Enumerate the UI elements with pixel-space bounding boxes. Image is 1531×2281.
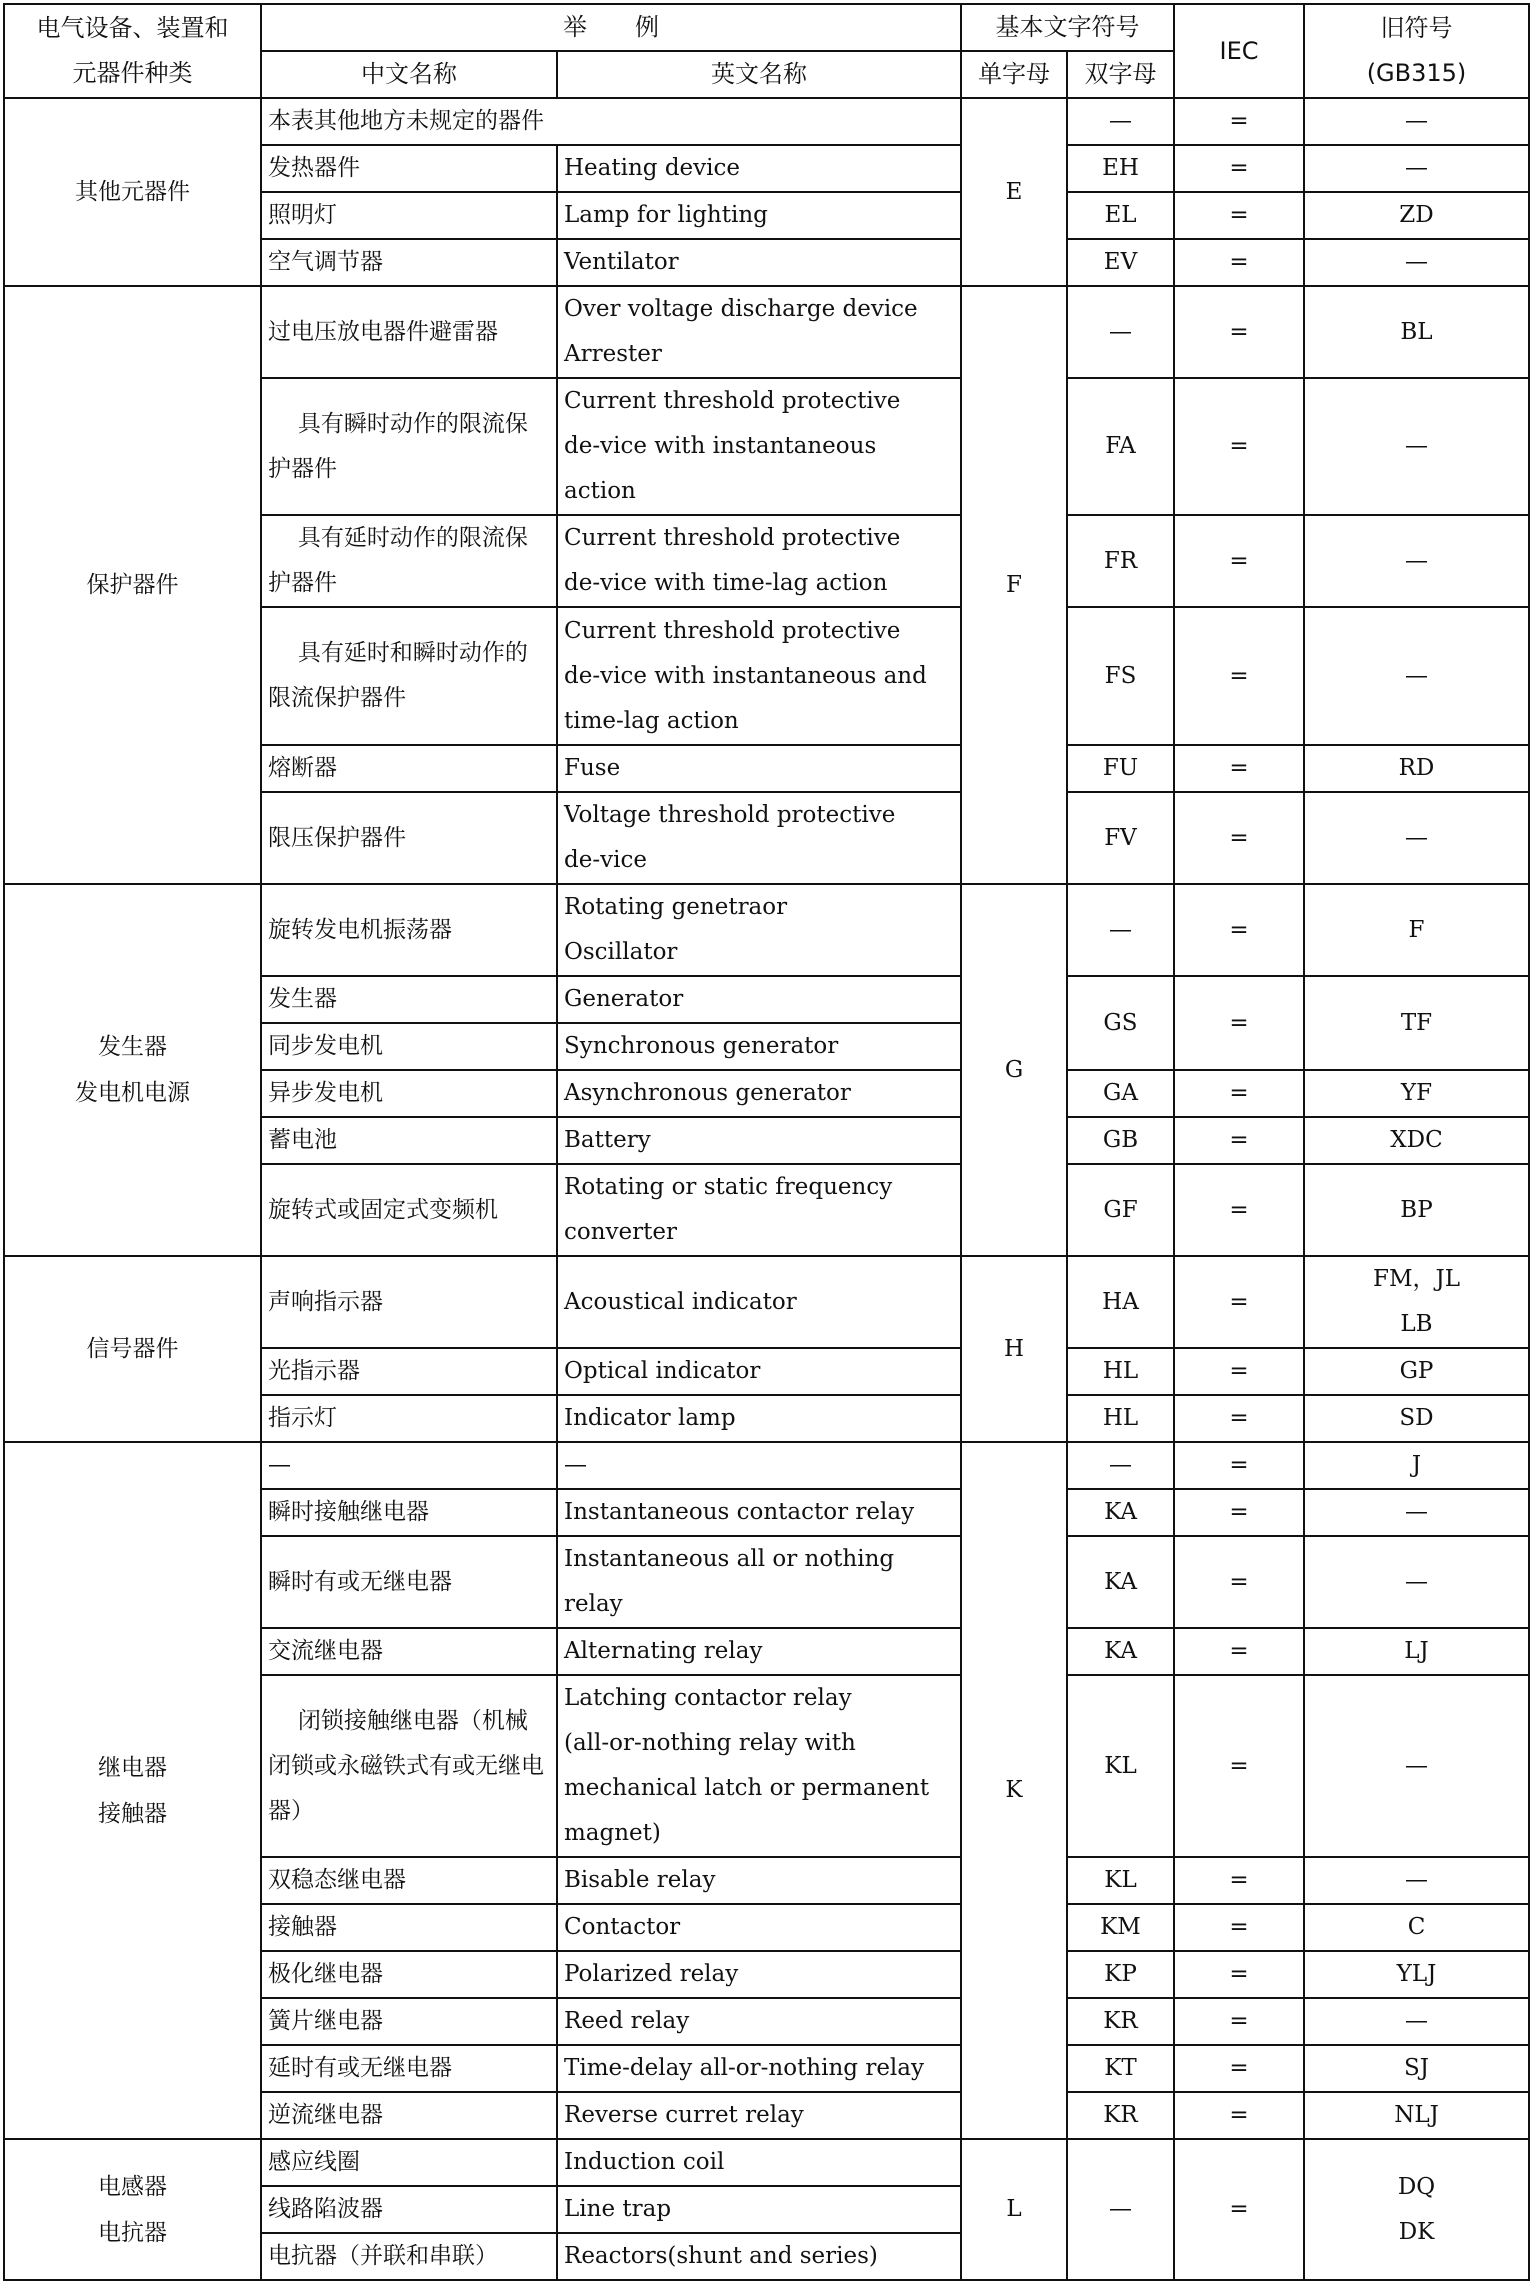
double-letter-cell: — xyxy=(1067,884,1174,976)
cn-name-cell: 旋转发电机振荡器 xyxy=(261,884,557,976)
en-name-cell: Polarized relay xyxy=(557,1951,961,1998)
cn-name-cell: 极化继电器 xyxy=(261,1951,557,1998)
old-symbol-cell: — xyxy=(1304,378,1529,515)
double-letter-cell: KR xyxy=(1067,1998,1174,2045)
cn-name-cell: 具有瞬时动作的限流保护器件 xyxy=(261,378,557,515)
iec-cell: = xyxy=(1174,1675,1304,1857)
double-letter-cell: GF xyxy=(1067,1164,1174,1256)
iec-cell: = xyxy=(1174,607,1304,745)
double-letter-cell: HL xyxy=(1067,1348,1174,1395)
iec-cell: = xyxy=(1174,2139,1304,2280)
double-letter-cell: KA xyxy=(1067,1628,1174,1675)
double-letter-cell: — xyxy=(1067,1442,1174,1489)
en-name-cell: Over voltage discharge device Arrester xyxy=(557,286,961,378)
double-letter-cell: EH xyxy=(1067,145,1174,192)
cn-name-cell: 双稳态继电器 xyxy=(261,1857,557,1904)
cn-name-cell: 照明灯 xyxy=(261,192,557,239)
old-symbol-cell: NLJ xyxy=(1304,2092,1529,2139)
iec-cell: = xyxy=(1174,745,1304,792)
category-cell: 电感器 电抗器 xyxy=(4,2139,261,2280)
header-category xyxy=(4,4,261,98)
iec-cell: = xyxy=(1174,1857,1304,1904)
old-symbol-cell: — xyxy=(1304,1536,1529,1628)
cn-name-cell: 光指示器 xyxy=(261,1348,557,1395)
double-letter-cell: KM xyxy=(1067,1904,1174,1951)
header-old-symbol xyxy=(1304,4,1529,98)
header-cn-name: 中文名称 xyxy=(261,51,557,98)
old-symbol-cell: — xyxy=(1304,98,1529,145)
double-letter-cell: FU xyxy=(1067,745,1174,792)
cn-name-cell: 发热器件 xyxy=(261,145,557,192)
iec-cell: = xyxy=(1174,98,1304,145)
header-category-line2: 元器件种类 xyxy=(72,59,193,87)
header-old-symbol-std: (GB315) xyxy=(1366,59,1467,87)
cn-name-cell: 熔断器 xyxy=(261,745,557,792)
old-symbol-cell: — xyxy=(1304,1489,1529,1536)
double-letter-cell: FV xyxy=(1067,792,1174,884)
double-letter-cell: GS xyxy=(1067,976,1174,1070)
cn-name-cell: 线路陷波器 xyxy=(261,2186,557,2233)
old-symbol-cell: GP xyxy=(1304,1348,1529,1395)
double-letter-cell: KA xyxy=(1067,1489,1174,1536)
iec-cell: = xyxy=(1174,792,1304,884)
category-cell: 保护器件 xyxy=(4,286,261,884)
old-symbol-cell: — xyxy=(1304,1998,1529,2045)
en-name-cell: Bisable relay xyxy=(557,1857,961,1904)
cn-name-cell: 延时有或无继电器 xyxy=(261,2045,557,2092)
table-row xyxy=(4,1442,1529,1489)
iec-cell: = xyxy=(1174,1164,1304,1256)
category-cell: 发生器 发电机电源 xyxy=(4,884,261,1256)
double-letter-cell: KR xyxy=(1067,2092,1174,2139)
category-cell: 信号器件 xyxy=(4,1256,261,1442)
iec-cell: = xyxy=(1174,239,1304,286)
header-single-letter: 单字母 xyxy=(961,51,1067,98)
cn-name-cell: 逆流继电器 xyxy=(261,2092,557,2139)
double-letter-cell: KA xyxy=(1067,1536,1174,1628)
cn-name-cell: 电抗器（并联和串联） xyxy=(261,2233,557,2280)
cn-name-cell: 接触器 xyxy=(261,1904,557,1951)
old-symbol-cell: XDC xyxy=(1304,1117,1529,1164)
old-symbol-cell: J xyxy=(1304,1442,1529,1489)
double-letter-cell: KP xyxy=(1067,1951,1174,1998)
en-name-cell: Indicator lamp xyxy=(557,1395,961,1442)
en-name-cell: Contactor xyxy=(557,1904,961,1951)
cn-name-cell: 本表其他地方未规定的器件 xyxy=(261,98,961,145)
single-letter-cell: G xyxy=(961,884,1067,1256)
iec-cell: = xyxy=(1174,1348,1304,1395)
en-name-cell: Current threshold protective de-vice with instantaneous action xyxy=(557,378,961,515)
cn-name-cell: 旋转式或固定式变频机 xyxy=(261,1164,557,1256)
iec-cell: = xyxy=(1174,1117,1304,1164)
table-row xyxy=(4,1256,1529,1348)
old-symbol-cell: — xyxy=(1304,239,1529,286)
cn-name-cell: 过电压放电器件避雷器 xyxy=(261,286,557,378)
double-letter-cell: FA xyxy=(1067,378,1174,515)
old-symbol-cell: — xyxy=(1304,792,1529,884)
en-name-cell: Acoustical indicator xyxy=(557,1256,961,1348)
en-name-cell: Ventilator xyxy=(557,239,961,286)
en-name-cell: Reed relay xyxy=(557,1998,961,2045)
old-symbol-cell: ZD xyxy=(1304,192,1529,239)
en-name-cell: Rotating or static frequency converter xyxy=(557,1164,961,1256)
header-old-symbol-title: 旧符号 xyxy=(1380,14,1453,42)
en-name-cell: Fuse xyxy=(557,745,961,792)
double-letter-cell: KL xyxy=(1067,1857,1174,1904)
iec-cell: = xyxy=(1174,884,1304,976)
old-symbol-cell: DQ DK xyxy=(1304,2139,1529,2280)
en-name-cell: Voltage threshold protective de-vice xyxy=(557,792,961,884)
cn-name-cell: 限压保护器件 xyxy=(261,792,557,884)
cn-name-cell: 异步发电机 xyxy=(261,1070,557,1117)
header-example: 举 例 xyxy=(261,4,961,51)
iec-cell: = xyxy=(1174,1442,1304,1489)
table-row xyxy=(4,884,1529,976)
double-letter-cell: — xyxy=(1067,2139,1174,2280)
iec-cell: = xyxy=(1174,1536,1304,1628)
header-iec: IEC xyxy=(1174,4,1304,98)
cn-name-cell: 感应线圈 xyxy=(261,2139,557,2186)
old-symbol-cell: TF xyxy=(1304,976,1529,1070)
en-name-cell: Current threshold protective de-vice with instantaneous and time-lag action xyxy=(557,607,961,745)
iec-cell: = xyxy=(1174,976,1304,1070)
cn-name-cell: 簧片继电器 xyxy=(261,1998,557,2045)
cn-name-cell: 空气调节器 xyxy=(261,239,557,286)
single-letter-cell: K xyxy=(961,1442,1067,2139)
double-letter-cell: — xyxy=(1067,98,1174,145)
cn-name-cell: 声响指示器 xyxy=(261,1256,557,1348)
iec-cell: = xyxy=(1174,1256,1304,1348)
en-name-cell: Alternating relay xyxy=(557,1628,961,1675)
header-en-name: 英文名称 xyxy=(557,51,961,98)
double-letter-cell: HL xyxy=(1067,1395,1174,1442)
en-name-cell: Optical indicator xyxy=(557,1348,961,1395)
iec-cell: = xyxy=(1174,378,1304,515)
cn-name-cell: 蓄电池 xyxy=(261,1117,557,1164)
cn-name-cell: 发生器 xyxy=(261,976,557,1023)
header-category-line1: 电气设备、装置和 xyxy=(36,14,229,42)
en-name-cell: — xyxy=(557,1442,961,1489)
double-letter-cell: KL xyxy=(1067,1675,1174,1857)
en-name-cell: Rotating genetraor Oscillator xyxy=(557,884,961,976)
cn-name-cell: — xyxy=(261,1442,557,1489)
cn-name-cell: 具有延时和瞬时动作的限流保护器件 xyxy=(261,607,557,745)
double-letter-cell: GA xyxy=(1067,1070,1174,1117)
old-symbol-cell: BL xyxy=(1304,286,1529,378)
old-symbol-cell: F xyxy=(1304,884,1529,976)
en-name-cell: Battery xyxy=(557,1117,961,1164)
single-letter-cell: H xyxy=(961,1256,1067,1442)
cn-name-cell: 闭锁接触继电器（机械闭锁或永磁铁式有或无继电器） xyxy=(261,1675,557,1857)
double-letter-cell: — xyxy=(1067,286,1174,378)
iec-cell: = xyxy=(1174,1395,1304,1442)
iec-cell: = xyxy=(1174,515,1304,607)
cn-name-cell: 具有延时动作的限流保护器件 xyxy=(261,515,557,607)
category-cell: 继电器 接触器 xyxy=(4,1442,261,2139)
en-name-cell: Heating device xyxy=(557,145,961,192)
double-letter-cell: GB xyxy=(1067,1117,1174,1164)
en-name-cell: Current threshold protective de-vice with time-lag action xyxy=(557,515,961,607)
iec-cell: = xyxy=(1174,192,1304,239)
iec-cell: = xyxy=(1174,1998,1304,2045)
double-letter-cell: FR xyxy=(1067,515,1174,607)
old-symbol-cell: — xyxy=(1304,1857,1529,1904)
cn-name-cell: 瞬时有或无继电器 xyxy=(261,1536,557,1628)
en-name-cell: Latching contactor relay (all-or-nothing relay with mechanical latch or permanent magnet) xyxy=(557,1675,961,1857)
cn-name-cell: 同步发电机 xyxy=(261,1023,557,1070)
en-name-cell: Reactors(shunt and series) xyxy=(557,2233,961,2280)
double-letter-cell: FS xyxy=(1067,607,1174,745)
single-letter-cell: E xyxy=(961,98,1067,286)
double-letter-cell: HA xyxy=(1067,1256,1174,1348)
en-name-cell: Asynchronous generator xyxy=(557,1070,961,1117)
header-basic-symbol: 基本文字符号 xyxy=(961,4,1174,51)
double-letter-cell: EV xyxy=(1067,239,1174,286)
table-row xyxy=(4,286,1529,378)
iec-cell: = xyxy=(1174,1904,1304,1951)
iec-cell: = xyxy=(1174,1628,1304,1675)
iec-cell: = xyxy=(1174,2045,1304,2092)
en-name-cell: Induction coil xyxy=(557,2139,961,2186)
old-symbol-cell: C xyxy=(1304,1904,1529,1951)
old-symbol-cell: RD xyxy=(1304,745,1529,792)
en-name-cell: Generator xyxy=(557,976,961,1023)
en-name-cell: Reverse curret relay xyxy=(557,2092,961,2139)
en-name-cell: Lamp for lighting xyxy=(557,192,961,239)
iec-cell: = xyxy=(1174,286,1304,378)
table-header xyxy=(4,4,1529,98)
old-symbol-cell: — xyxy=(1304,1675,1529,1857)
cn-name-cell: 交流继电器 xyxy=(261,1628,557,1675)
symbol-table xyxy=(3,3,1530,2281)
old-symbol-cell: — xyxy=(1304,607,1529,745)
en-name-cell: Instantaneous all or nothing relay xyxy=(557,1536,961,1628)
iec-cell: = xyxy=(1174,1951,1304,1998)
single-letter-cell: F xyxy=(961,286,1067,884)
old-symbol-cell: YF xyxy=(1304,1070,1529,1117)
en-name-cell: Synchronous generator xyxy=(557,1023,961,1070)
en-name-cell: Time-delay all-or-nothing relay xyxy=(557,2045,961,2092)
old-symbol-cell: LJ xyxy=(1304,1628,1529,1675)
category-cell: 其他元器件 xyxy=(4,98,261,286)
old-symbol-cell: SD xyxy=(1304,1395,1529,1442)
old-symbol-cell: — xyxy=(1304,145,1529,192)
iec-cell: = xyxy=(1174,1489,1304,1536)
double-letter-cell: EL xyxy=(1067,192,1174,239)
old-symbol-cell: BP xyxy=(1304,1164,1529,1256)
old-symbol-cell: — xyxy=(1304,515,1529,607)
old-symbol-cell: SJ xyxy=(1304,2045,1529,2092)
en-name-cell: Instantaneous contactor relay xyxy=(557,1489,961,1536)
iec-cell: = xyxy=(1174,145,1304,192)
cn-name-cell: 瞬时接触继电器 xyxy=(261,1489,557,1536)
table-body xyxy=(4,98,1529,2280)
en-name-cell: Line trap xyxy=(557,2186,961,2233)
table-row xyxy=(4,2139,1529,2186)
old-symbol-cell: FM，JL LB xyxy=(1304,1256,1529,1348)
single-letter-cell: L xyxy=(961,2139,1067,2280)
iec-cell: = xyxy=(1174,1070,1304,1117)
double-letter-cell: KT xyxy=(1067,2045,1174,2092)
iec-cell: = xyxy=(1174,2092,1304,2139)
old-symbol-cell: YLJ xyxy=(1304,1951,1529,1998)
table-row xyxy=(4,98,1529,145)
cn-name-cell: 指示灯 xyxy=(261,1395,557,1442)
header-double-letter: 双字母 xyxy=(1067,51,1174,98)
